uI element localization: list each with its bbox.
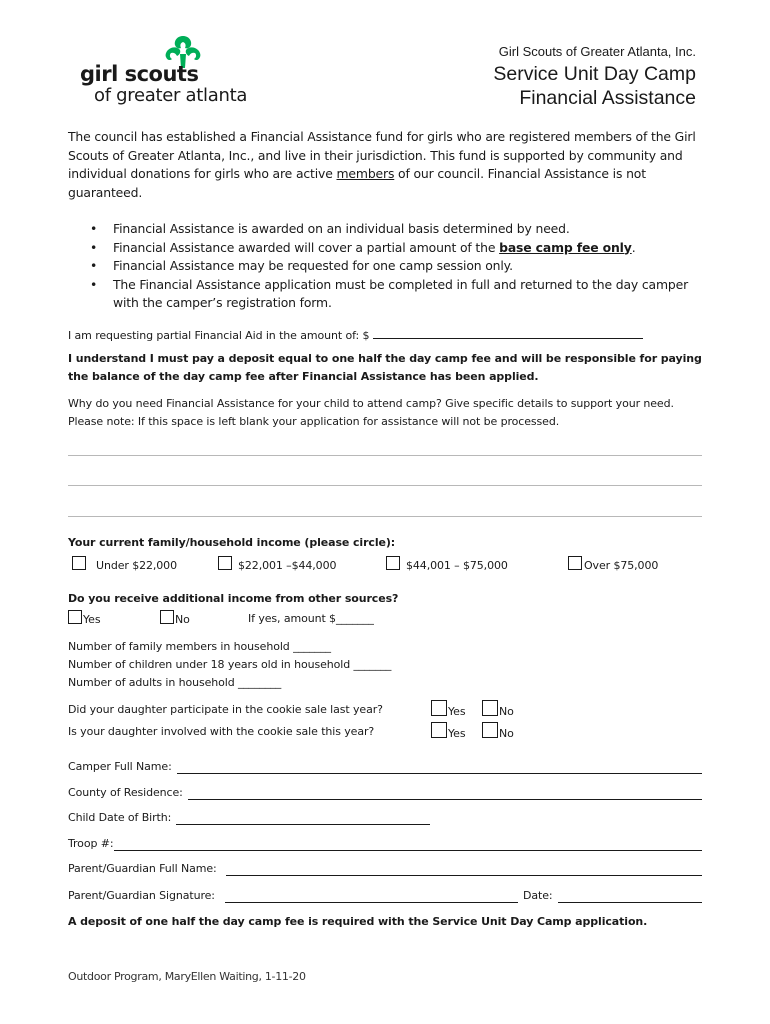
troop-label: Troop #: (68, 837, 114, 850)
yes-label: Yes (448, 705, 466, 718)
base-fee-emphasis: base camp fee only (499, 239, 632, 255)
additional-income-no[interactable] (160, 610, 190, 626)
intro-paragraph (68, 128, 708, 202)
need-answer-line-1[interactable] (68, 455, 702, 456)
organization-name: Girl Scouts of Greater Atlanta, Inc. (498, 44, 696, 59)
income-heading: Your current family/household income (please circle): (68, 536, 396, 549)
yes-label: Yes (83, 613, 101, 626)
intro-text-a: The council has established a Financial Assistance fund for girls who are registered members of the Girl Scouts of Greater Atlanta, Inc., and live in their jurisdiction. This fund is supported by community and individual donations for girls who are active (68, 129, 696, 181)
list-item: • The Financial Assistance application must be completed in full and returned to the day camper with the camper’s registration form. (68, 276, 708, 313)
logo-text-primary: girl scouts (80, 62, 199, 86)
bullet-text: . (631, 239, 636, 255)
income-option-label: $22,001 –$44,000 (238, 559, 337, 572)
checkbox-icon[interactable] (72, 556, 86, 570)
troop-input[interactable] (114, 850, 702, 851)
need-answer-line-3[interactable] (68, 516, 702, 517)
checkbox-icon[interactable] (386, 556, 400, 570)
list-item: • Financial Assistance is awarded on an individual basis determined by need. (68, 220, 708, 239)
members-link[interactable]: members (336, 166, 395, 181)
form-title-line2: Financial Assistance (519, 87, 696, 109)
guardian-name-input[interactable] (226, 875, 702, 876)
income-option-2[interactable] (218, 556, 336, 572)
guardian-name-label: Parent/Guardian Full Name: (68, 862, 217, 875)
county-input[interactable] (188, 799, 702, 800)
additional-income-amount[interactable]: If yes, amount $_______ (248, 612, 374, 625)
family-members-field[interactable]: Number of family members in household _______ (68, 640, 331, 653)
deposit-notice: I understand I must pay a deposit equal to one half the day camp fee and will be responsible for paying the balance of the day camp fee after Financial Assistance has been applied. (68, 352, 702, 383)
cookie-question-last-year: Did your daughter participate in the cookie sale last year? (68, 703, 383, 716)
checkbox-icon[interactable] (431, 700, 447, 716)
checkbox-icon[interactable] (160, 610, 174, 624)
intro-text-b: of our council. Financial Assistance is not guaranteed. (68, 166, 646, 200)
yes-label: Yes (448, 727, 466, 740)
children-count-field[interactable]: Number of children under 18 years old in household _______ (68, 658, 392, 671)
income-option-4[interactable] (568, 556, 658, 572)
list-item (68, 239, 708, 258)
camper-name-label: Camper Full Name: (68, 760, 172, 773)
need-question: Why do you need Financial Assistance for your child to attend camp? Give specific details to support your need. Please note: If this space is left blank your application for assistance will not be processed. (68, 397, 674, 428)
amount-label: I am requesting partial Financial Aid in the amount of: $ (68, 329, 370, 342)
cookie-question-this-year: Is your daughter involved with the cookie sale this year? (68, 725, 375, 738)
checkbox-icon[interactable] (431, 722, 447, 738)
footer-note: Outdoor Program, MaryEllen Waiting, 1-11-20 (68, 970, 306, 983)
cookie-last-year-no[interactable] (482, 700, 514, 718)
no-label: No (499, 727, 514, 740)
checkbox-icon[interactable] (68, 610, 82, 624)
county-label: County of Residence: (68, 786, 183, 799)
amount-input[interactable] (373, 326, 643, 339)
conditions-list (68, 220, 708, 313)
dob-label: Child Date of Birth: (68, 811, 172, 824)
no-label: No (175, 613, 190, 626)
additional-income-heading: Do you receive additional income from other sources? (68, 592, 399, 605)
dob-input[interactable] (176, 824, 430, 825)
guardian-signature-input[interactable] (225, 902, 518, 903)
checkbox-icon[interactable] (218, 556, 232, 570)
no-label: No (499, 705, 514, 718)
checkbox-icon[interactable] (568, 556, 582, 570)
income-option-label: Over $75,000 (584, 559, 659, 572)
income-option-label: Under $22,000 (96, 559, 177, 572)
adults-count-field[interactable]: Number of adults in household ________ (68, 676, 282, 689)
date-input[interactable] (558, 902, 702, 903)
cookie-last-year-yes[interactable] (431, 700, 465, 718)
camper-name-input[interactable] (177, 773, 702, 774)
bullet-text: Financial Assistance awarded will cover a partial amount of the (113, 239, 500, 255)
date-label: Date: (523, 889, 553, 902)
income-option-1[interactable] (72, 556, 177, 572)
form-title (493, 62, 696, 110)
income-option-3[interactable] (386, 556, 508, 572)
household-block (68, 638, 391, 692)
list-item: • Financial Assistance may be requested for one camp session only. (68, 257, 708, 276)
cookie-this-year-no[interactable] (482, 722, 514, 740)
need-answer-line-2[interactable] (68, 485, 702, 486)
checkbox-icon[interactable] (482, 722, 498, 738)
council-logo (78, 34, 258, 109)
checkbox-icon[interactable] (482, 700, 498, 716)
form-title-line1: Service Unit Day Camp (493, 63, 696, 85)
guardian-signature-label: Parent/Guardian Signature: (68, 889, 215, 902)
additional-income-yes[interactable] (68, 610, 100, 626)
amount-request-row (68, 326, 643, 342)
logo-text-secondary: of greater atlanta (94, 85, 248, 106)
closing-notice: A deposit of one half the day camp fee is required with the Service Unit Day Camp application. (68, 915, 648, 928)
cookie-this-year-yes[interactable] (431, 722, 465, 740)
income-option-label: $44,001 – $75,000 (406, 559, 508, 572)
